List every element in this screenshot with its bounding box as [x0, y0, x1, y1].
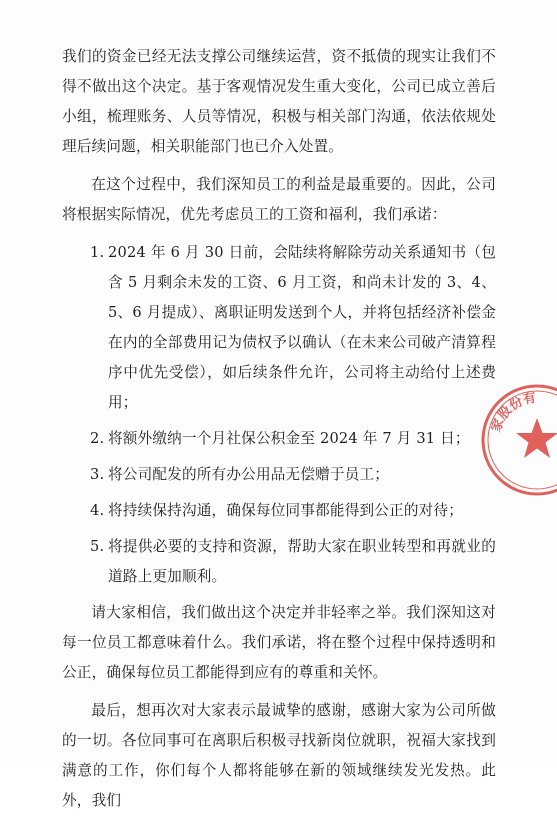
commitment-text: 将额外缴纳一个月社保公积金至 2024 年 7 月 31 日；	[108, 430, 470, 447]
commitment-text: 将持续保持沟通，确保每位同事都能得到公正的对待；	[108, 502, 464, 519]
commitment-item	[62, 496, 496, 526]
commitment-text: 将提供必要的支持和资源，帮助大家在职业转型和再就业的道路上更加顺利。	[108, 538, 496, 585]
commitment-item	[62, 238, 496, 418]
commitment-number: 1.	[90, 244, 105, 261]
paragraph-trust: 请大家相信，我们做出这个决定并非轻率之举。我们深知这对每一位员工都意味着什么。我们承诺，将在整个过程中保持透明和公正，确保每位员工都能得到应有的尊重和关怀。	[62, 604, 496, 681]
document-body	[62, 42, 496, 824]
commitment-list	[62, 238, 496, 592]
company-seal	[477, 380, 557, 500]
commitment-item	[62, 424, 496, 454]
paragraph-gratitude: 最后，想再次对大家表示最诚挚的感谢，感谢大家为公司所做的一切。各位同事可在离职后积极寻找新岗位就职，祝福大家找到满意的工作，你们每个人都将能够在新的领域继续发光发热。此外，我们	[62, 702, 496, 809]
seal-text: 家股份有	[488, 390, 538, 435]
commitment-number: 5.	[90, 538, 105, 555]
commitment-text: 将公司配发的所有办公用品无偿赠于员工；	[108, 466, 390, 483]
commitment-text: 2024 年 6 月 30 日前，会陆续将解除劳动关系通知书（包含 5 月剩余未发的工资、6 月工资，和尚未计发的 3、4、5、6 月提成）、离职证明发送到个人，并将包括经济补偿金在内的全部费用记为债权予以确认（在未来公司破产清算程序中优先受偿），如后续条件允许，公司将主动给付上述费用；	[108, 244, 496, 411]
commitment-number: 2.	[90, 430, 105, 447]
commitment-item	[62, 460, 496, 490]
paragraph-funding: 我们的资金已经无法支撑公司继续运营，资不抵债的现实让我们不得不做出这个决定。基于客观情况发生重大变化，公司已成立善后小组，梳理账务、人员等情况，积极与相关部门沟通，依法依规处理后续问题，相关职能部门也已介入处置。	[62, 48, 496, 155]
commitment-number: 4.	[90, 502, 105, 519]
commitment-item	[62, 532, 496, 592]
seal-star-icon	[516, 418, 557, 458]
paragraph-employee-interests: 在这个过程中，我们深知员工的利益是最重要的。因此，公司将根据实际情况，优先考虑员工的工资和福利，我们承诺：	[62, 176, 496, 223]
commitment-number: 3.	[90, 466, 105, 483]
